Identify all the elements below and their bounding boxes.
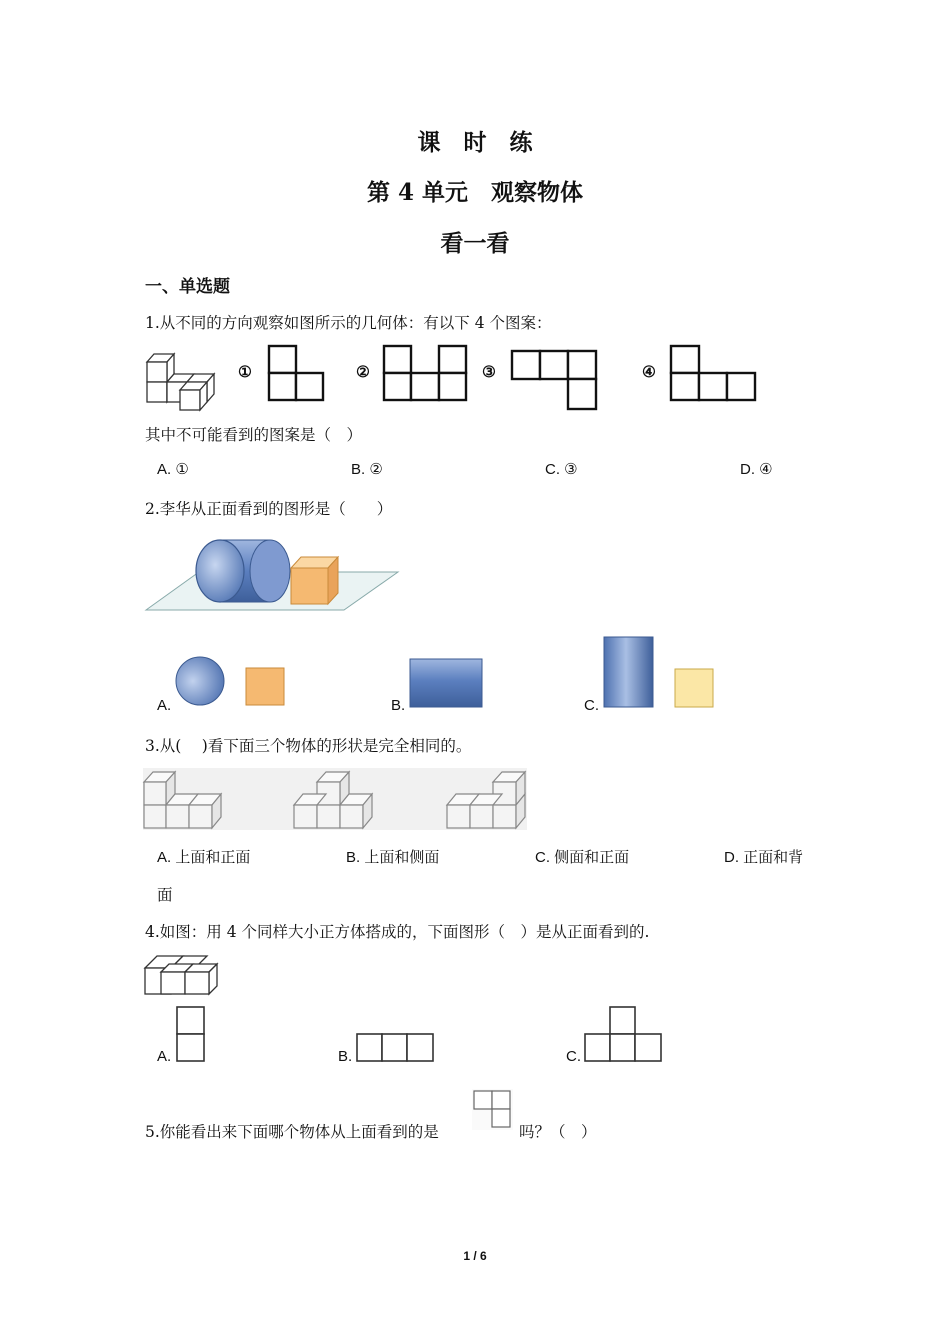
q4-option-c-figure (584, 1006, 664, 1064)
q1-option-b[interactable] (351, 460, 383, 478)
option-text: 侧面和正面 (554, 848, 630, 866)
q1-option-a[interactable] (157, 460, 189, 478)
option-text: ① (175, 461, 189, 478)
q1-solid-figure (144, 350, 219, 412)
question-stem: 你能看出来下面哪个物体从上面看到的是 (159, 1123, 439, 1141)
page-title: 课 时 练 (417, 129, 533, 156)
q2-option-c-figure (603, 636, 718, 710)
q4-option-b[interactable] (338, 1048, 352, 1065)
q2-option-b[interactable] (391, 697, 405, 714)
option-letter: B. (338, 1048, 353, 1065)
question-5 (145, 1120, 439, 1142)
option-letter: A. (157, 849, 172, 866)
option-letter: B. (346, 849, 361, 866)
q1-follow-up: 其中不可能看到的图案是（ ） (145, 426, 363, 444)
q3-option-b[interactable] (346, 846, 439, 867)
q2-scene-figure (144, 538, 402, 614)
option-letter: A. (157, 461, 172, 478)
q1-pattern-3 (511, 350, 599, 412)
q3-option-c[interactable] (535, 846, 629, 867)
question-number: 5. (145, 1123, 160, 1141)
option-letter: C. (545, 461, 560, 478)
q1-pattern-4 (670, 345, 758, 403)
option-letter: A. (157, 1048, 172, 1065)
option-text: ③ (564, 461, 578, 478)
q2-option-a-figure (175, 656, 290, 708)
page-number: 1 / 6 (463, 1249, 487, 1263)
question-3 (145, 734, 471, 756)
q5-top-view-figure (472, 1089, 514, 1131)
q1-label-2: ② (356, 362, 370, 381)
lesson-title: 看一看 (440, 230, 510, 257)
q1-option-d[interactable] (740, 460, 773, 478)
question-stem: 如图：用 4 个同样大小正方体搭成的，下面图形（ ）是从正面看到的. (159, 923, 650, 941)
question-4 (145, 920, 649, 942)
option-text: ④ (759, 461, 773, 478)
q3-option-d-wrap: 面 (157, 886, 173, 904)
option-letter: A. (157, 697, 172, 714)
question-number: 3. (145, 737, 160, 755)
q2-option-b-figure (409, 657, 485, 709)
q2-option-a[interactable] (157, 697, 171, 714)
question-1 (145, 311, 552, 333)
q1-pattern-2 (383, 345, 469, 403)
question-number: 2. (145, 500, 160, 518)
q4-option-a[interactable] (157, 1048, 171, 1065)
option-letter: B. (351, 461, 366, 478)
question-stem: 从( )看下面三个物体的形状是完全相同的。 (159, 737, 472, 755)
option-letter: B. (391, 697, 406, 714)
option-text: 正面和背 (743, 848, 804, 866)
option-letter: D. (724, 849, 739, 866)
q3-three-objects-figure (143, 768, 528, 831)
option-letter: C. (584, 697, 599, 714)
option-text: ② (369, 461, 383, 478)
question-2 (145, 497, 392, 519)
question-number: 4. (145, 923, 160, 941)
q1-label-4: ④ (642, 362, 656, 381)
option-letter: C. (566, 1048, 581, 1065)
q3-option-d[interactable] (724, 846, 803, 867)
q4-option-b-figure (356, 1033, 436, 1063)
q3-option-a[interactable] (157, 846, 250, 867)
q4-option-a-figure (176, 1006, 206, 1064)
option-letter: D. (740, 461, 755, 478)
unit-title: 第 4 单元 观察物体 (366, 179, 584, 206)
q1-label-1: ① (238, 362, 252, 381)
section-heading: 一、单选题 (145, 277, 230, 297)
q1-pattern-1 (268, 345, 326, 403)
option-text: 上面和侧面 (364, 848, 440, 866)
q4-option-c[interactable] (566, 1048, 581, 1065)
q1-label-3: ③ (482, 362, 496, 381)
question-stem: 李华从正面看到的图形是（ ） (159, 500, 393, 518)
q4-solid-figure (143, 954, 219, 996)
option-text: 上面和正面 (175, 848, 251, 866)
q1-option-c[interactable] (545, 460, 578, 478)
q5-tail: 吗？（ ） (519, 1123, 597, 1141)
option-letter: C. (535, 849, 550, 866)
question-stem: 从不同的方向观察如图所示的几何体：有以下 4 个图案： (159, 314, 552, 332)
q2-option-c[interactable] (584, 697, 599, 714)
question-number: 1. (145, 314, 160, 332)
